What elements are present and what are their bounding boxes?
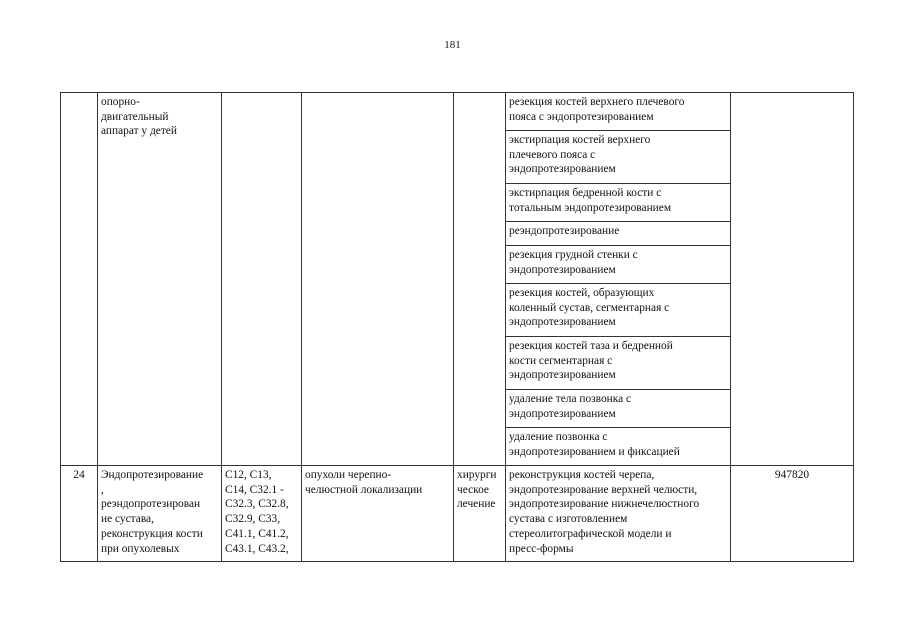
table-row [61,466,854,562]
procedure-name: опорно- двигательный аппарат у детей [101,96,177,138]
procedures-table [60,92,854,562]
treatment-method: реконструкция костей черепа, эндопротезирование верхней челюсти, эндопротезирование нижнечелюстного сустава с изготовлением стереолитографической модели и пресс-формы [509,469,700,555]
procedure-name-cell [98,93,222,466]
icd-codes-cell [222,93,302,466]
treatment-type-cell [454,466,506,562]
method-cell: экстирпация бедренной кости с тотальным эндопротезированием [506,184,731,222]
price-cell [731,93,854,466]
method-cell: резекция костей таза и бедренной кости сегментарная с эндопротезированием [506,337,731,390]
method-cell: резекция костей, образующих коленный сустав, сегментарная с эндопротезированием [506,284,731,337]
price: 947820 [774,469,810,481]
method-cell: удаление позвонка с эндопротезированием и фиксацией [506,428,731,466]
patient-model: опухоли черепно- челюстной локализации [305,469,423,496]
procedure-name: Эндопротезирование , реэндопротезирован ие сустава, реконструкция кости при опухолевых [101,469,204,555]
method-cell: резекция грудной стенки с эндопротезированием [506,246,731,284]
icd-codes-cell [222,466,302,562]
treatment-type-cell [454,93,506,466]
method-cell: реэндопротезирование [506,222,731,246]
method-cell: резекция костей верхнего плечевого пояса с эндопротезированием [506,93,731,131]
treatment-type: хирурги ческое лечение [457,469,497,511]
row-number-cell [61,93,98,466]
patient-model-cell [302,466,454,562]
method-cell: удаление тела позвонка с эндопротезированием [506,390,731,428]
method-cell [506,466,731,562]
page-number: 181 [444,39,461,51]
table-row [61,93,854,131]
patient-model-cell [302,93,454,466]
row-number-cell [61,466,98,562]
price-cell [731,466,854,562]
row-number: 24 [73,469,85,481]
method-cell: экстирпация костей верхнего плечевого пояса с эндопротезированием [506,131,731,184]
icd-codes: C12, C13, C14, C32.1 - C32.3, C32.8, C32.9, C33, C41.1, C41.2, C43.1, C43.2, [225,469,289,555]
procedure-name-cell [98,466,222,562]
